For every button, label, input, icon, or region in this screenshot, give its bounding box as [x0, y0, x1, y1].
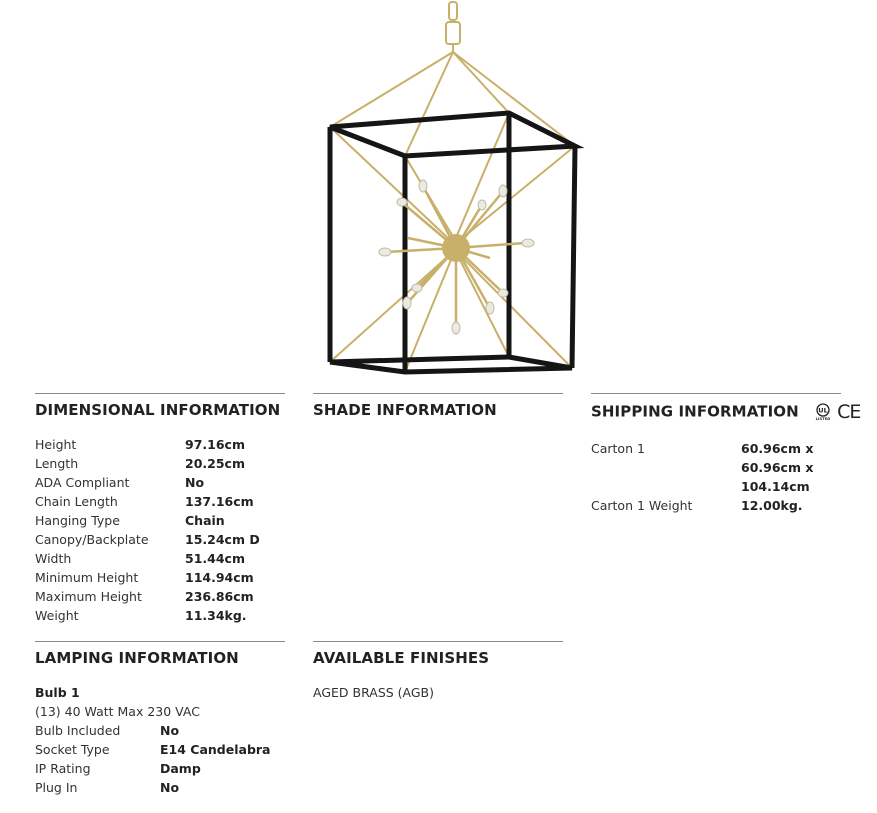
svg-text:UL: UL	[818, 406, 828, 415]
spec-value: 51.44cm	[185, 551, 245, 566]
spec-label: Carton 1 Weight	[591, 498, 693, 513]
spec-label: Width	[35, 551, 72, 566]
spec-row	[35, 740, 285, 759]
spec-row	[35, 568, 285, 587]
spec-row	[35, 759, 285, 778]
spec-row	[591, 496, 871, 515]
divider	[313, 393, 563, 394]
spec-row	[35, 606, 285, 625]
spec-value: 114.94cm	[185, 570, 254, 585]
section-title: AVAILABLE FINISHES	[313, 649, 490, 667]
spec-label: Maximum Height	[35, 589, 142, 604]
spec-label: Carton 1	[591, 441, 645, 456]
spec-label: Hanging Type	[35, 513, 120, 528]
spec-value: 12.00kg.	[741, 498, 803, 513]
ce-mark-icon: CE	[837, 401, 861, 423]
section-title	[591, 401, 871, 423]
spec-row	[35, 454, 285, 473]
spec-row	[35, 778, 285, 797]
finish-item: AGED BRASS (AGB)	[313, 685, 435, 700]
spec-value: Damp	[160, 761, 201, 776]
spec-label: Minimum Height	[35, 570, 139, 585]
dimensional-section	[35, 393, 285, 625]
divider	[591, 393, 841, 394]
spec-value: No	[160, 780, 180, 795]
spec-row	[35, 530, 285, 549]
shipping-title: SHIPPING INFORMATION	[591, 402, 799, 421]
spec-label: Bulb Included	[35, 723, 121, 738]
spec-value: No	[185, 475, 205, 490]
bulb-spec: (13) 40 Watt Max 230 VAC	[35, 704, 200, 719]
spec-label: Weight	[35, 608, 79, 623]
spec-label: Canopy/Backplate	[35, 532, 149, 547]
divider	[313, 641, 563, 642]
spec-value: Chain	[185, 513, 225, 528]
spec-value: No	[160, 723, 180, 738]
spec-row	[591, 439, 871, 496]
bulb-title: Bulb 1	[35, 685, 80, 700]
ul-listed-icon	[812, 403, 834, 421]
spec-label: Plug In	[35, 780, 78, 795]
spec-label: ADA Compliant	[35, 475, 130, 490]
spec-value: 20.25cm	[185, 456, 245, 471]
spec-row	[35, 549, 285, 568]
spec-value: 11.34kg.	[185, 608, 247, 623]
chandelier-icon	[300, 0, 600, 380]
spec-value: 137.16cm	[185, 494, 254, 509]
spec-label: Height	[35, 437, 77, 452]
shipping-section	[591, 393, 871, 515]
spec-row	[35, 587, 285, 606]
ul-listed-text: LISTED	[815, 417, 831, 421]
spec-label: IP Rating	[35, 761, 91, 776]
spec-value: 15.24cm D	[185, 532, 260, 547]
spec-value: E14 Candelabra	[160, 742, 271, 757]
spec-row	[35, 492, 285, 511]
spec-value: 60.96cm x 60.96cm x 104.14cm	[741, 441, 814, 494]
divider	[35, 641, 285, 642]
finishes-section	[313, 641, 563, 702]
section-title: DIMENSIONAL INFORMATION	[35, 401, 281, 419]
section-title: SHADE INFORMATION	[313, 401, 497, 419]
spec-row	[35, 721, 285, 740]
lamping-section	[35, 641, 285, 797]
product-image	[300, 0, 600, 380]
spec-row	[35, 511, 285, 530]
certifications	[812, 401, 860, 423]
spec-value: 97.16cm	[185, 437, 245, 452]
shade-section	[313, 393, 563, 419]
spec-row	[35, 435, 285, 454]
spec-value: 236.86cm	[185, 589, 254, 604]
spec-label: Chain Length	[35, 494, 118, 509]
spec-row	[35, 473, 285, 492]
divider	[35, 393, 285, 394]
spec-label: Socket Type	[35, 742, 110, 757]
spec-label: Length	[35, 456, 79, 471]
section-title: LAMPING INFORMATION	[35, 649, 239, 667]
